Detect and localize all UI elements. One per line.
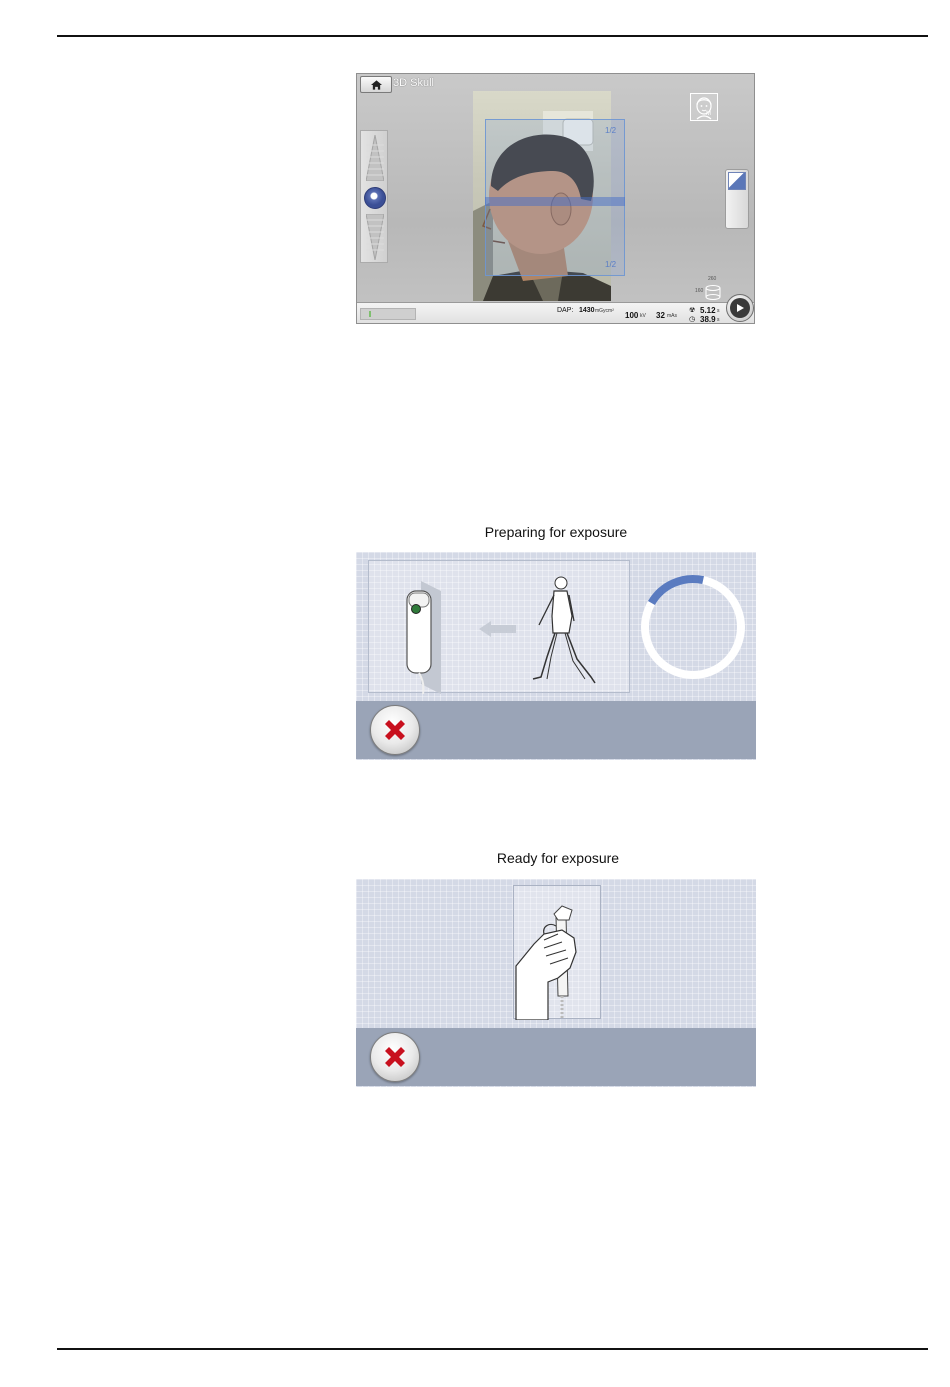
kv-value: 100 (625, 311, 639, 320)
field-of-view-center-band[interactable] (485, 197, 625, 206)
ready-dialog-title: Ready for exposure (496, 850, 620, 866)
dialog-footer (356, 701, 756, 759)
side-scroll-control[interactable] (725, 169, 749, 229)
step-out-illustration (368, 560, 630, 693)
cancel-button[interactable] (370, 705, 420, 755)
height-adjust-slider[interactable] (360, 130, 388, 263)
press-switch-illustration (513, 885, 601, 1019)
mas-unit: mAs (667, 313, 677, 319)
dap-value: 1430 (579, 307, 595, 314)
exposure-time-value: 5.12 (700, 306, 716, 315)
fov-label-top: 1/2 (605, 126, 617, 135)
patient-size-button[interactable] (690, 93, 718, 121)
radiation-icon: ☢ (689, 307, 696, 314)
preparing-exposure-dialog (356, 552, 756, 760)
move-down-arrow-icon[interactable] (366, 214, 384, 260)
play-icon (735, 303, 745, 313)
progress-ring-fill (638, 572, 748, 682)
exposure-status-bar (357, 302, 755, 324)
home-button[interactable] (360, 76, 392, 93)
slider-knob[interactable] (364, 187, 386, 209)
mas-value: 32 (656, 311, 665, 320)
exposure-time-unit: s (717, 308, 720, 314)
operator-walking-illustration (369, 561, 631, 694)
home-icon (371, 80, 382, 90)
hand-holding-switch-illustration (514, 886, 602, 1020)
preparation-progress-ring (638, 572, 748, 682)
program-title: 3D Skull (393, 77, 434, 89)
kv-unit: kV (640, 313, 646, 319)
cancel-x-icon (380, 1042, 410, 1072)
dap-unit: mGycm² (595, 308, 614, 314)
scan-time-value: 38.9 (700, 315, 716, 324)
move-up-arrow-icon[interactable] (366, 135, 384, 181)
preparing-dialog-title: Preparing for exposure (484, 524, 628, 540)
clock-icon: ◷ (689, 316, 696, 323)
skull-positioning-screen (356, 73, 755, 324)
header-rule (57, 35, 928, 37)
ready-exposure-dialog (356, 879, 756, 1087)
start-button[interactable] (726, 294, 754, 322)
scan-time-unit: s (717, 317, 720, 323)
patient-size-label: M (706, 111, 711, 117)
patient-head-icon (691, 94, 717, 120)
dialog-footer (356, 1028, 756, 1086)
volume-diameter-label: 160 (695, 288, 704, 294)
fov-label-bottom: 1/2 (605, 260, 617, 269)
cancel-button[interactable] (370, 1032, 420, 1082)
volume-height-label: 260 (708, 276, 717, 282)
side-scroll-thumb[interactable] (728, 172, 746, 190)
cancel-x-icon (380, 715, 410, 745)
footer-rule (57, 1348, 928, 1350)
dap-label: DAP: (557, 307, 574, 314)
program-progress-strip (360, 308, 416, 320)
